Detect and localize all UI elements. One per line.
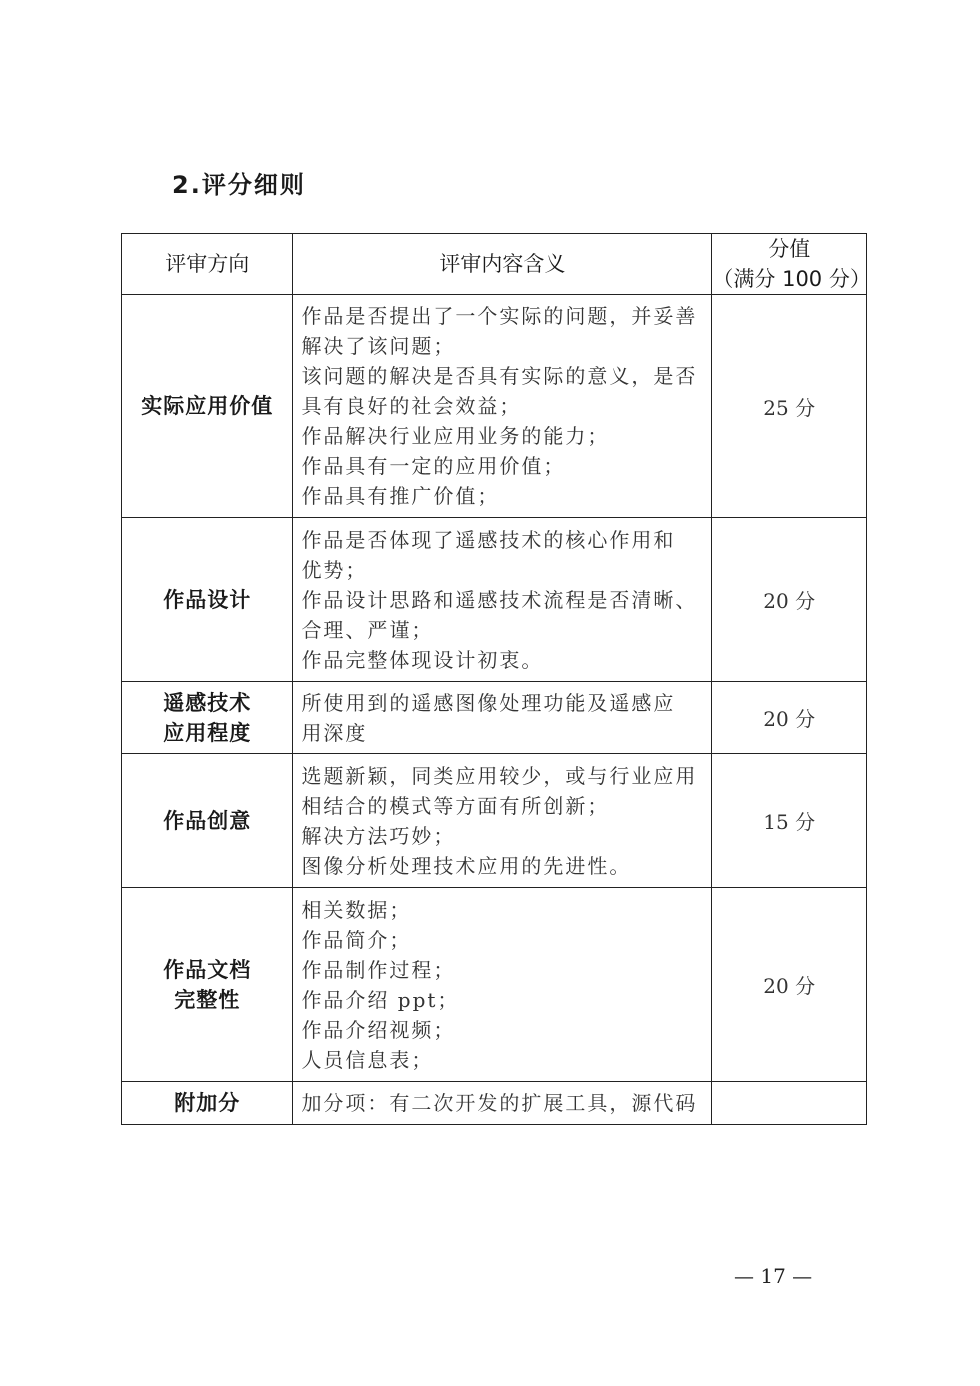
section-heading: 2.评分细则: [172, 171, 306, 199]
header-direction: 评审方向: [122, 234, 293, 295]
content-line: 作品完整体现设计初衷。: [301, 647, 544, 672]
content-line: 作品制作过程；: [301, 957, 456, 982]
content-line: 作品具有一定的应用价值；: [301, 454, 566, 478]
page-number: — 17 —: [734, 1264, 813, 1288]
content-line: 作品设计思路和遥感技术流程是否清晰、: [301, 587, 698, 612]
table-row: [122, 518, 867, 682]
content-line: 图像分析处理技术应用的先进性。: [301, 853, 632, 878]
content-line: 解决了该问题；: [301, 334, 456, 358]
direction-line: 遥感技术: [163, 690, 252, 715]
content-line: 所使用到的遥感图像处理功能及遥感应: [301, 690, 676, 715]
criterion-score: [712, 1082, 867, 1125]
content-line: 作品具有推广价值；: [301, 484, 500, 508]
header-score: [712, 234, 871, 295]
header-content: 评审内容含义: [293, 234, 712, 295]
table-row: [122, 295, 867, 518]
criterion-content: [293, 754, 712, 888]
header-score-label: 分值: [768, 237, 811, 261]
criterion-content: [293, 682, 712, 754]
direction-line: 作品设计: [163, 587, 252, 612]
content-line: 人员信息表；: [301, 1047, 434, 1072]
content-line: 该问题的解决是否具有实际的意义，是否: [301, 364, 698, 388]
content-line: 作品解决行业应用业务的能力；: [301, 424, 610, 448]
direction-line: 作品文档: [163, 957, 252, 982]
direction-line: 完整性: [174, 987, 241, 1012]
content-line: 选题新颖，同类应用较少，或与行业应用: [301, 763, 698, 788]
criterion-score: 15 分: [712, 754, 867, 888]
content-line: 作品是否提出了一个实际的问题，并妥善: [301, 304, 698, 328]
table-row: [122, 1082, 867, 1125]
content-line: 加分项：有二次开发的扩展工具，源代码: [301, 1091, 698, 1115]
content-line: 作品介绍 ppt；: [301, 987, 460, 1012]
criterion-direction: [122, 1082, 293, 1125]
direction-line: 实际应用价值: [141, 394, 274, 418]
criterion-score: 20 分: [712, 682, 867, 754]
criterion-direction: [122, 888, 293, 1082]
table-row: [122, 888, 867, 1082]
criterion-score: 20 分: [712, 888, 867, 1082]
table-row: [122, 754, 867, 888]
criterion-direction: [122, 754, 293, 888]
criterion-score: 20 分: [712, 518, 867, 682]
criterion-direction: [122, 295, 293, 518]
criterion-content: [293, 888, 712, 1082]
content-line: 相结合的模式等方面有所创新；: [301, 793, 610, 818]
content-line: 具有良好的社会效益；: [301, 394, 522, 418]
criterion-direction: [122, 518, 293, 682]
content-line: 相关数据；: [301, 897, 412, 922]
content-line: 作品介绍视频；: [301, 1017, 456, 1042]
content-line: 解决方法巧妙；: [301, 823, 456, 848]
criterion-direction: [122, 682, 293, 754]
scoring-table: [121, 233, 871, 1125]
direction-line: 作品创意: [163, 808, 252, 833]
content-line: 优势；: [301, 557, 368, 582]
content-line: 用深度: [301, 720, 368, 745]
table-header-row: [122, 234, 867, 295]
direction-line: 附加分: [174, 1091, 241, 1115]
content-line: 作品是否体现了遥感技术的核心作用和: [301, 527, 676, 552]
criterion-content: [293, 295, 712, 518]
table-row: [122, 682, 867, 754]
header-score-note: （满分 100 分）: [712, 267, 871, 291]
criterion-content: [293, 1082, 712, 1125]
direction-line: 应用程度: [163, 720, 252, 745]
content-line: 作品简介；: [301, 927, 412, 952]
criterion-score: 25 分: [712, 295, 867, 518]
content-line: 合理、严谨；: [301, 617, 434, 642]
criterion-content: [293, 518, 712, 682]
